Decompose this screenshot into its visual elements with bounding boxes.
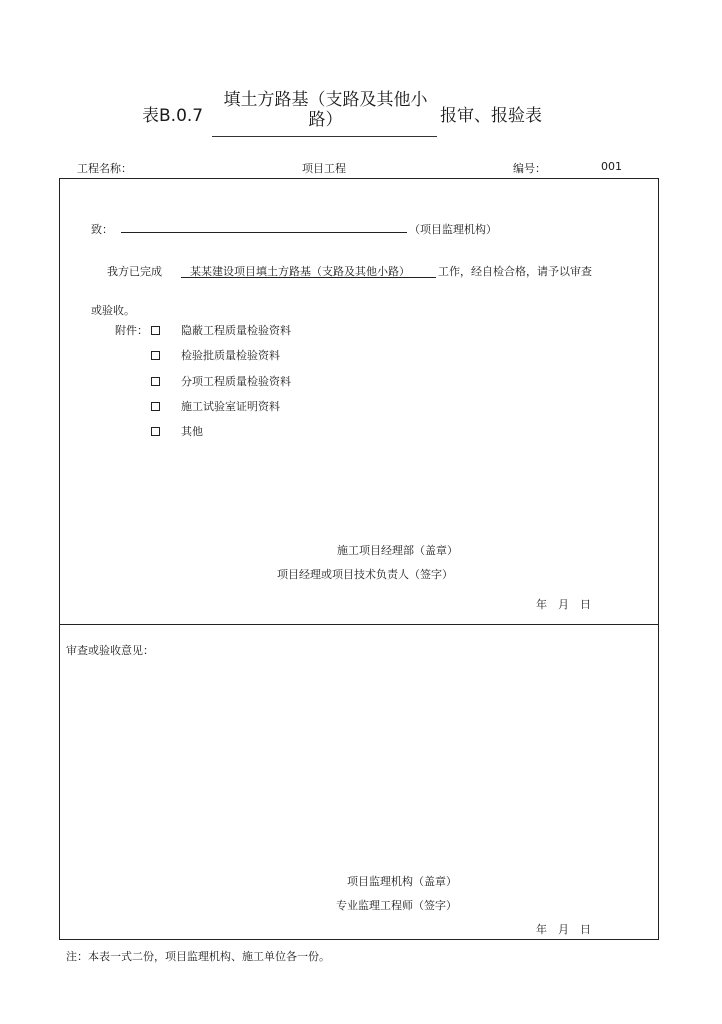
project-name-label: 工程名称： <box>77 162 132 175</box>
checkbox[interactable] <box>151 351 160 360</box>
checkbox[interactable] <box>151 427 160 436</box>
attachment-label: 分项工程质量检验资料 <box>181 375 291 388</box>
attachment-item[interactable] <box>151 373 291 389</box>
attachment-item[interactable] <box>151 423 203 439</box>
recipient-blank-line <box>121 232 407 233</box>
attachment-label: 其他 <box>181 425 203 438</box>
subject-underline <box>212 136 437 137</box>
supervisor-signer: 专业监理工程师（签字） <box>336 899 457 912</box>
work-item-underline <box>181 277 436 278</box>
attachment-item[interactable] <box>151 322 291 338</box>
attachment-label: 隐蔽工程质量检验资料 <box>181 324 291 337</box>
checkbox[interactable] <box>151 402 160 411</box>
attachments-label: 附件： <box>115 324 148 337</box>
section-divider <box>59 624 659 625</box>
supervisor-date: 年 月 日 <box>536 923 591 936</box>
attachment-label: 施工试验室证明资料 <box>181 400 280 413</box>
form-frame <box>59 178 659 940</box>
contractor-signer: 项目经理或项目技术负责人（签字） <box>277 568 453 581</box>
attachment-item[interactable] <box>151 347 280 363</box>
checkbox[interactable] <box>151 377 160 386</box>
form-number-label: 编号： <box>513 162 546 175</box>
checkbox[interactable] <box>151 326 160 335</box>
to-label: 致： <box>91 223 113 236</box>
contractor-date: 年 月 日 <box>536 598 591 611</box>
project-name-value: 项目工程 <box>302 162 346 175</box>
recipient-suffix: （项目监理机构） <box>409 223 497 236</box>
supervisor-dept-seal: 项目监理机构（盖章） <box>347 875 457 888</box>
completed-prefix: 我方已完成 <box>107 265 162 278</box>
attachment-label: 检验批质量检验资料 <box>181 349 280 362</box>
form-title-suffix: 报审、报验表 <box>440 106 542 126</box>
form-number-value: 001 <box>601 160 622 173</box>
completed-tail: 或验收。 <box>91 304 135 317</box>
footer-note: 注：本表一式二份，项目监理机构、施工单位各一份。 <box>66 950 330 963</box>
contractor-dept-seal: 施工项目经理部（盖章） <box>337 544 458 557</box>
completed-work-item: 某某建设项目填土方路基（支路及其他小路） <box>190 265 410 278</box>
form-code: 表B.0.7 <box>142 106 204 126</box>
form-subject: 填土方路基（支路及其他小路） <box>223 90 428 130</box>
completed-suffix: 工作，经自检合格，请予以审查 <box>438 265 592 278</box>
attachment-item[interactable] <box>151 398 280 414</box>
review-opinion-label: 审查或验收意见： <box>66 644 154 657</box>
